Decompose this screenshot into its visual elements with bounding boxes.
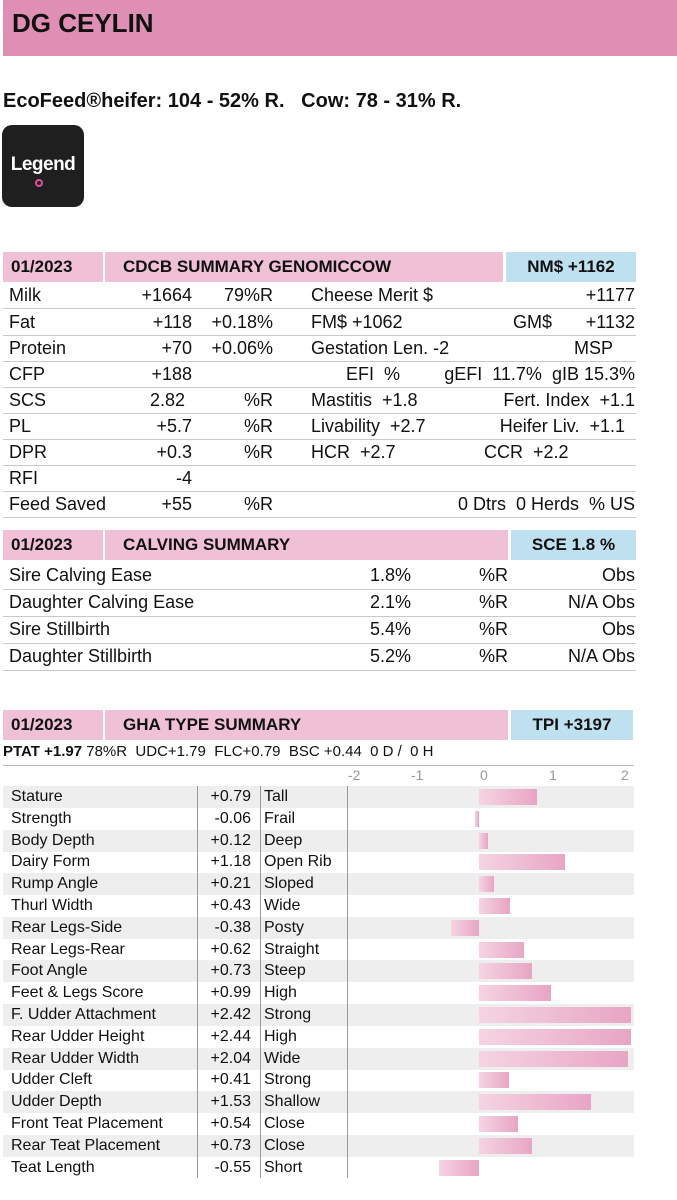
trait-name: Rear Udder Height: [11, 1027, 145, 1045]
calving-header: [0, 530, 677, 560]
title-bar: [3, 0, 677, 56]
trait-row: [3, 917, 634, 939]
calving-obs: Obs: [601, 619, 635, 639]
trait-descriptor: Frail: [264, 809, 296, 827]
cdcb-value: +0.3: [156, 442, 192, 462]
trait-descriptor: Wide: [264, 897, 301, 914]
cdcb-label-3: Fert. Index +1.1: [503, 390, 635, 410]
cdcb-label: DPR: [9, 442, 48, 462]
trait-value: -0.06: [214, 809, 251, 827]
trait-row: [3, 939, 634, 961]
trait-descriptor: Straight: [264, 940, 320, 958]
trait-value: +0.73: [210, 962, 251, 980]
cdcb-reliability: 79%R: [223, 285, 273, 305]
calving-reliability: %R: [478, 619, 508, 639]
cdcb-label-2: Livability +2.7: [311, 416, 426, 436]
calving-reliability: %R: [478, 565, 508, 585]
trait-value: +0.12: [210, 831, 251, 849]
trait-descriptor: Deep: [264, 831, 303, 849]
calving-reliability: %R: [478, 646, 508, 666]
trait-bar: [479, 789, 537, 805]
calving-label: Daughter Calving Ease: [9, 592, 195, 612]
cdcb-label-2: Cheese Merit $: [311, 285, 434, 305]
cdcb-header: [0, 252, 677, 282]
calving-row: [3, 644, 636, 671]
trait-bar: [479, 1051, 628, 1067]
trait-value: +0.43: [210, 897, 251, 914]
cdcb-label: CFP: [9, 364, 45, 384]
cdcb-label: SCS: [9, 390, 47, 410]
trait-bar: [479, 1094, 591, 1110]
trait-row: [3, 1135, 634, 1157]
ptat-value: PTAT +1.97: [3, 743, 83, 760]
trait-descriptor: Tall: [264, 788, 289, 805]
trait-descriptor: Shallow: [264, 1093, 321, 1111]
cdcb-label-3: CCR +2.2: [484, 442, 569, 462]
trait-bar: [479, 1116, 518, 1132]
calving-label: Sire Calving Ease: [9, 565, 153, 585]
trait-bar: [479, 1138, 532, 1154]
cdcb-value: +70: [161, 338, 192, 358]
trait-name: Rear Legs-Rear: [11, 940, 125, 958]
cdcb-percent: +0.18%: [211, 312, 273, 332]
trait-value: +0.41: [210, 1071, 251, 1089]
calving-label: Daughter Stillbirth: [9, 646, 153, 666]
calving-row: [3, 563, 636, 590]
cdcb-label: Fat: [9, 312, 36, 332]
cdcb-row: [3, 466, 636, 492]
cdcb-value-2: +1177: [585, 285, 635, 305]
axis-tick: -1: [411, 767, 424, 783]
calving-obs: N/A Obs: [567, 646, 635, 666]
cdcb-label-2: FM$ +1062: [311, 312, 403, 332]
cdcb-value: +5.7: [156, 416, 192, 436]
trait-value: +2.44: [210, 1027, 251, 1045]
cdcb-daughters: 0 Dtrs 0 Herds % US: [457, 494, 635, 514]
cdcb-label-2: EFI %: [346, 364, 401, 384]
legend-logo: [2, 125, 84, 207]
cdcb-label-2: HCR +2.7: [311, 442, 396, 462]
calving-value: 2.1%: [369, 592, 411, 612]
trait-name: Front Teat Placement: [11, 1115, 163, 1132]
trait-name: Strength: [11, 809, 72, 827]
calving-obs: Obs: [601, 565, 635, 585]
trait-bar: [479, 1007, 631, 1023]
trait-value: -0.55: [214, 1158, 251, 1176]
trait-value: +1.18: [210, 853, 251, 871]
calving-value: 5.4%: [369, 619, 411, 639]
trait-row: [3, 982, 634, 1004]
cdcb-row: [3, 336, 636, 362]
trait-name: Rump Angle: [11, 875, 99, 893]
trait-value: -0.38: [214, 918, 251, 936]
trait-descriptor: Open Rib: [264, 853, 332, 871]
cdcb-reliability: %R: [243, 494, 273, 514]
trait-value: +0.21: [210, 875, 251, 893]
page-title: DG CEYLIN: [12, 8, 154, 38]
cdcb-label: PL: [9, 416, 32, 436]
calving-obs: N/A Obs: [567, 592, 635, 612]
trait-row: [3, 808, 634, 830]
trait-name: Teat Length: [11, 1158, 95, 1176]
cdcb-value: +1664: [141, 285, 192, 305]
cdcb-value: +55: [161, 494, 192, 514]
trait-row: [3, 873, 634, 895]
trait-name: Stature: [11, 788, 63, 805]
trait-name: Udder Depth: [11, 1093, 102, 1111]
trait-row: [3, 895, 634, 917]
gha-date: 01/2023: [3, 710, 103, 740]
trait-row: [3, 1069, 634, 1091]
tpi-badge: TPI +3197: [511, 710, 633, 740]
trait-name: Rear Legs-Side: [11, 918, 123, 936]
trait-row: [3, 1004, 634, 1026]
ecofeed-line: EcoFeed®heifer: 104 - 52% R. Cow: 78 - 31% R.: [3, 90, 462, 112]
trait-descriptor: Short: [264, 1158, 303, 1176]
nm-badge: NM$ +1162: [506, 252, 636, 282]
sce-badge: SCE 1.8 %: [511, 530, 636, 560]
cdcb-row: [3, 414, 636, 440]
axis-line: [3, 765, 634, 766]
cdcb-value-2: gEFI 11.7% gIB 15.3%: [444, 364, 635, 384]
trait-descriptor: Sloped: [264, 875, 314, 893]
cdcb-reliability: %R: [243, 416, 273, 436]
trait-value: +0.62: [210, 940, 251, 958]
trait-name: Rear Teat Placement: [11, 1136, 161, 1154]
column-divider: [347, 786, 348, 1178]
trait-descriptor: Strong: [264, 1006, 312, 1023]
gha-composites: 78%R UDC+1.79 FLC+0.79 BSC +0.44 0 D / 0 H: [82, 743, 434, 760]
logo-gender-icon: [35, 179, 43, 187]
trait-name: Rear Udder Width: [11, 1049, 140, 1067]
cdcb-value-2: MSP: [573, 338, 613, 358]
trait-name: Body Depth: [11, 831, 95, 849]
cdcb-label: Protein: [9, 338, 67, 358]
trait-bar: [479, 1029, 631, 1045]
cdcb-value: 2.82: [149, 390, 185, 410]
trait-descriptor: High: [264, 1027, 297, 1045]
trait-descriptor: Strong: [264, 1071, 312, 1089]
axis-tick: 2: [621, 767, 629, 783]
trait-value: +2.04: [210, 1049, 251, 1067]
trait-bar: [479, 898, 510, 914]
cdcb-label: RFI: [9, 468, 38, 488]
trait-bar: [439, 1160, 479, 1176]
column-divider: [260, 786, 261, 1178]
trait-name: F. Udder Attachment: [11, 1006, 156, 1023]
trait-name: Udder Cleft: [11, 1071, 92, 1089]
calving-value: 5.2%: [369, 646, 411, 666]
trait-bar: [479, 963, 532, 979]
trait-row: [3, 1048, 634, 1070]
trait-bar: [479, 833, 488, 849]
cdcb-value-3: +1132: [585, 312, 635, 332]
calving-reliability: %R: [478, 592, 508, 612]
cdcb-percent: +0.06%: [211, 338, 273, 358]
trait-value: +0.79: [210, 788, 251, 805]
trait-row: [3, 1026, 634, 1048]
trait-descriptor: Steep: [264, 962, 306, 980]
cdcb-label-2: Gestation Len. -2: [311, 338, 450, 358]
trait-row: [3, 1113, 634, 1135]
trait-bar: [479, 985, 551, 1001]
cdcb-row: [3, 440, 636, 466]
trait-row: [3, 960, 634, 982]
cdcb-label: Milk: [9, 285, 41, 305]
cdcb-row: [3, 310, 636, 336]
trait-value: +0.99: [210, 984, 251, 1002]
trait-bar: [479, 854, 565, 870]
cdcb-label-2: Mastitis +1.8: [311, 390, 418, 410]
trait-name: Feet & Legs Score: [11, 984, 144, 1002]
calving-date: 01/2023: [3, 530, 103, 560]
trait-descriptor: Close: [264, 1136, 305, 1154]
calving-row: [3, 617, 636, 644]
cdcb-row: [3, 283, 636, 309]
trait-bar: [479, 1072, 509, 1088]
trait-descriptor: High: [264, 984, 297, 1002]
trait-bar: [475, 811, 479, 827]
trait-value: +2.42: [210, 1006, 251, 1023]
calving-title: CALVING SUMMARY: [105, 530, 508, 560]
trait-bar: [479, 942, 524, 958]
trait-row: [3, 830, 634, 852]
gha-header: [0, 710, 677, 740]
cdcb-row: [3, 492, 636, 518]
cdcb-label-3: Heifer Liv. +1.1: [499, 416, 625, 436]
column-divider: [197, 786, 198, 1178]
cdcb-label-3: GM$: [513, 312, 553, 332]
cdcb-row: [3, 388, 636, 414]
trait-value: +0.54: [210, 1115, 251, 1132]
cdcb-row: [3, 362, 636, 388]
trait-row: [3, 1157, 634, 1179]
cdcb-label: Feed Saved: [9, 494, 107, 514]
cdcb-reliability: %R: [243, 442, 273, 462]
cdcb-value: +118: [152, 312, 192, 332]
cdcb-title: CDCB SUMMARY GENOMICCOW: [105, 252, 503, 282]
cdcb-date: 01/2023: [3, 252, 103, 282]
trait-value: +0.73: [210, 1136, 251, 1154]
trait-descriptor: Close: [264, 1115, 305, 1132]
calving-label: Sire Stillbirth: [9, 619, 111, 639]
trait-value: +1.53: [210, 1093, 251, 1111]
trait-row: [3, 786, 634, 808]
cdcb-value: -4: [175, 468, 192, 488]
trait-name: Foot Angle: [11, 962, 88, 980]
cdcb-value: +188: [151, 364, 192, 384]
trait-descriptor: Posty: [264, 918, 305, 936]
calving-value: 1.8%: [369, 565, 411, 585]
axis-tick: 1: [549, 767, 557, 783]
calving-row: [3, 590, 636, 617]
trait-bar: [451, 920, 479, 936]
trait-bar: [479, 876, 494, 892]
trait-row: [3, 1091, 634, 1113]
cdcb-reliability: %R: [243, 390, 273, 410]
gha-subtitle: [3, 743, 434, 760]
gha-title: GHA TYPE SUMMARY: [105, 710, 508, 740]
trait-name: Thurl Width: [11, 897, 93, 914]
trait-descriptor: Wide: [264, 1049, 301, 1067]
trait-name: Dairy Form: [11, 853, 91, 871]
trait-row: [3, 851, 634, 873]
axis-tick: -2: [348, 767, 361, 783]
logo-text: Legend: [10, 154, 76, 175]
axis-tick: 0: [480, 767, 488, 783]
